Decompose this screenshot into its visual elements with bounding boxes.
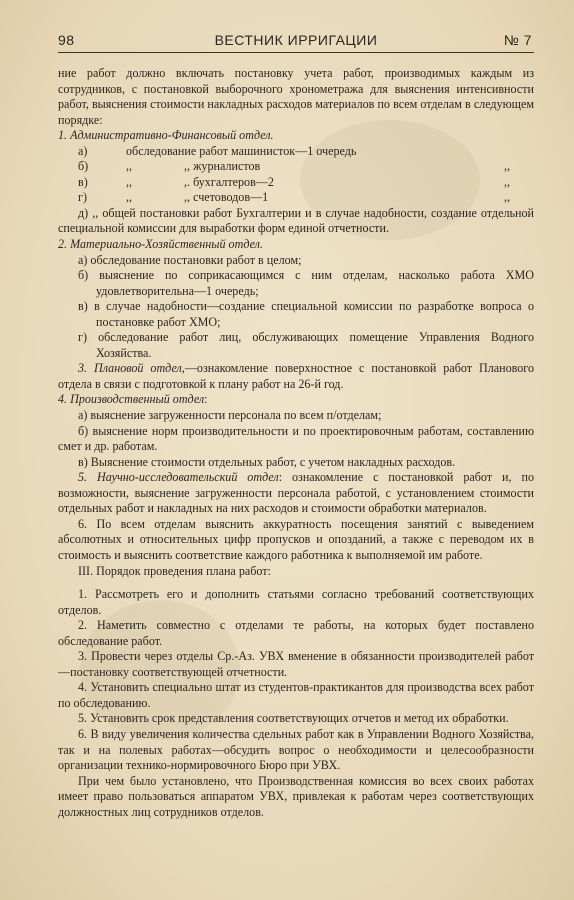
intro-paragraph: ние работ должно включать постановку учета работ, производимых каждым из сотрудников, с постановкой выборочного хронометража для выяснения интенсивности работ, выяснения стоимости накладных расходов материалов по всем отделам в следующем порядке: bbox=[58, 66, 534, 127]
list-item: а) обследование работ машинисток—1 очередь bbox=[78, 143, 357, 158]
plan-item: 5. Установить срок представления соответствующих отчетов и метод их обработки. bbox=[78, 711, 509, 726]
plan-item: 6. В виду увеличения количества сдельных работ как в Управлении Водного Хозяйства, так и на полевых работах—обсудить вопрос о необходимости и целесообразности организации технико-нормировочного Бюро при УВХ. bbox=[58, 726, 534, 773]
plan-item: 1. Рассмотреть его и дополнить статьями согласно требований соответствующих отделов. bbox=[58, 587, 534, 617]
list-item: в) ,, ,. бухгалтеров—2 ,, bbox=[78, 174, 511, 189]
section-heading: 1. Административно-Финансовый отдел. bbox=[58, 128, 274, 143]
section-heading: 4. Производственный отдел: bbox=[58, 392, 208, 407]
list-item: б) ,, ,, журналистов ,, bbox=[78, 159, 511, 174]
paragraph: 6. По всем отделам выяснить аккуратность посещения занятий с выведением абсолютных и относительных цифр пропусков и опозданий, а также с переводом их в стоимость и выяснить соответствие каждого работника к выполняемой им работе. bbox=[58, 516, 534, 562]
list-item: г) обследование работ лиц, обслуживающих помещение Управления Водного Хозяйства. bbox=[78, 330, 534, 360]
page-number: 98 bbox=[58, 32, 75, 48]
list-item: а) обследование постановки работ в целом; bbox=[78, 252, 302, 267]
running-header bbox=[58, 30, 534, 53]
plan-item: 2. Наметить совместно с отделами те работы, на которых будет поставлено обследование работ. bbox=[58, 618, 534, 648]
spacer bbox=[58, 579, 534, 587]
journal-title: ВЕСТНИК ИРРИГАЦИИ bbox=[214, 32, 378, 48]
page-body bbox=[58, 66, 534, 820]
section-heading: III. Порядок проведения плана работ: bbox=[78, 563, 271, 578]
list-item: в) в случае надобности—создание специальной комиссии по разработке вопроса о постановке работ ХМО; bbox=[78, 299, 534, 329]
plan-item: 4. Установить специально штат из студентов-практикантов для производства всех работ по обследованию. bbox=[58, 680, 534, 710]
plan-item: 3. Провести через отделы Ср.-Аз. УВХ вменение в обязанности производителей работ—постановку соответствующей отчетности. bbox=[58, 649, 534, 679]
section-heading: 2. Материально-Хозяйственный отдел. bbox=[58, 237, 263, 252]
closing-paragraph: При чем было установлено, что Производственная комиссия во всех своих работах имеет право пользоваться аппаратом УВХ, привлекая к работам через соответствующих должностных лиц сотрудников отделов. bbox=[58, 773, 534, 819]
list-item: а) выяснение загруженности персонала по всем п/отделам; bbox=[78, 408, 382, 423]
section-1-rows bbox=[58, 144, 534, 206]
list-item: д) ,, общей постановки работ Бухгалтерии и в случае надобности, создание отдельной специальной комиссии для выработки форм единой отчетности. bbox=[58, 205, 534, 236]
section-paragraph: 5. Научно-исследовательский отдел: ознакомление с постановкой работ и, по возможности, выяснение загруженности персонала работой, с установлением стоимости отдельных работ и накладных на них расходов и стоимости обработки материалов. bbox=[58, 470, 534, 516]
list-item: б) выяснение норм производительности и по проектировочным работам, составлению смет и др. работам. bbox=[58, 423, 534, 454]
list-item: б) выяснение по соприкасающимся с ним отделам, насколько работа ХМО удовлетворительна—1 очередь; bbox=[78, 268, 534, 298]
section-paragraph: 3. Плановой отдел,—ознакомление поверхностное с постановкой работ Планового отдела в связи с подготовкой к плану работ на 26-й год. bbox=[58, 361, 534, 391]
issue-number: № 7 bbox=[503, 32, 532, 48]
list-item: г) ,, ,, счетоводов—1 ,, bbox=[78, 190, 511, 205]
list-item: в) Выяснение стоимости отдельных работ, с учетом накладных расходов. bbox=[78, 454, 456, 469]
